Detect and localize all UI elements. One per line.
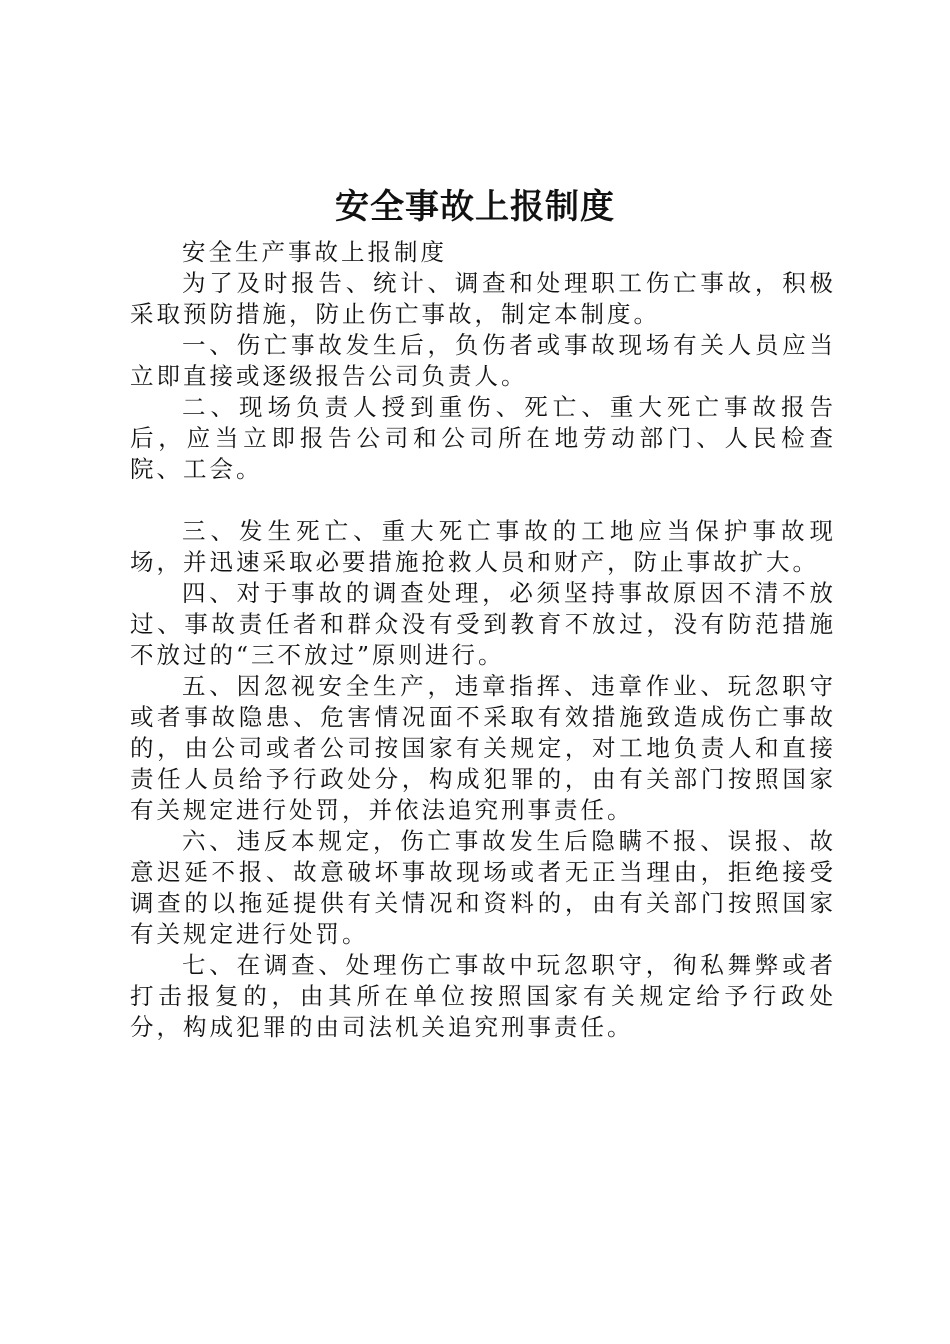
paragraph-subtitle: 安全生产事故上报制度	[182, 238, 447, 266]
paragraph-item-6: 六、违反本规定，伤亡事故发生后隐瞒不报、误报、故意迟延不报、故意破坏事故现场或者无正当理由，拒绝接受调查的以拖延提供有关情况和资料的，由有关部门按照国家有关规定进行处罚。	[130, 827, 836, 948]
document-body	[130, 237, 836, 1043]
paragraph-item-3: 三、发生死亡、重大死亡事故的工地应当保护事故现场，并迅速采取必要措施抢救人员和财产，防止事故扩大。	[130, 517, 836, 576]
paragraph-item-2: 二、现场负责人授到重伤、死亡、重大死亡事故报告后，应当立即报告公司和公司所在地劳动部门、人民检查院、工会。	[130, 393, 836, 483]
paragraph-intro: 为了及时报告、统计、调查和处理职工伤亡事故，积极采取预防措施，防止伤亡事故，制定本制度。	[130, 269, 836, 328]
paragraph-item-7: 七、在调查、处理伤亡事故中玩忽职守，徇私舞弊或者打击报复的，由其所在单位按照国家有关规定给予行政处分，构成犯罪的由司法机关追究刑事责任。	[130, 951, 836, 1041]
document-title: 安全事故上报制度	[335, 187, 615, 227]
paragraph-item-4: 四、对于事故的调查处理，必须坚持事故原因不清不放过、事故责任者和群众没有受到教育不放过，没有防范措施不放过的“三不放过”原则进行。	[130, 579, 836, 669]
paragraph-item-1: 一、伤亡事故发生后，负伤者或事故现场有关人员应当立即直接或逐级报告公司负责人。	[130, 331, 836, 390]
paragraph-item-5: 五、因忽视安全生产，违章指挥、违章作业、玩忽职守或者事故隐患、危害情况面不采取有效措施致造成伤亡事故的，由公司或者公司按国家有关规定，对工地负责人和直接责任人员给予行政处分，构成犯罪的，由有关部门按照国家有关规定进行处罚，并依法追究刑事责任。	[130, 672, 836, 824]
